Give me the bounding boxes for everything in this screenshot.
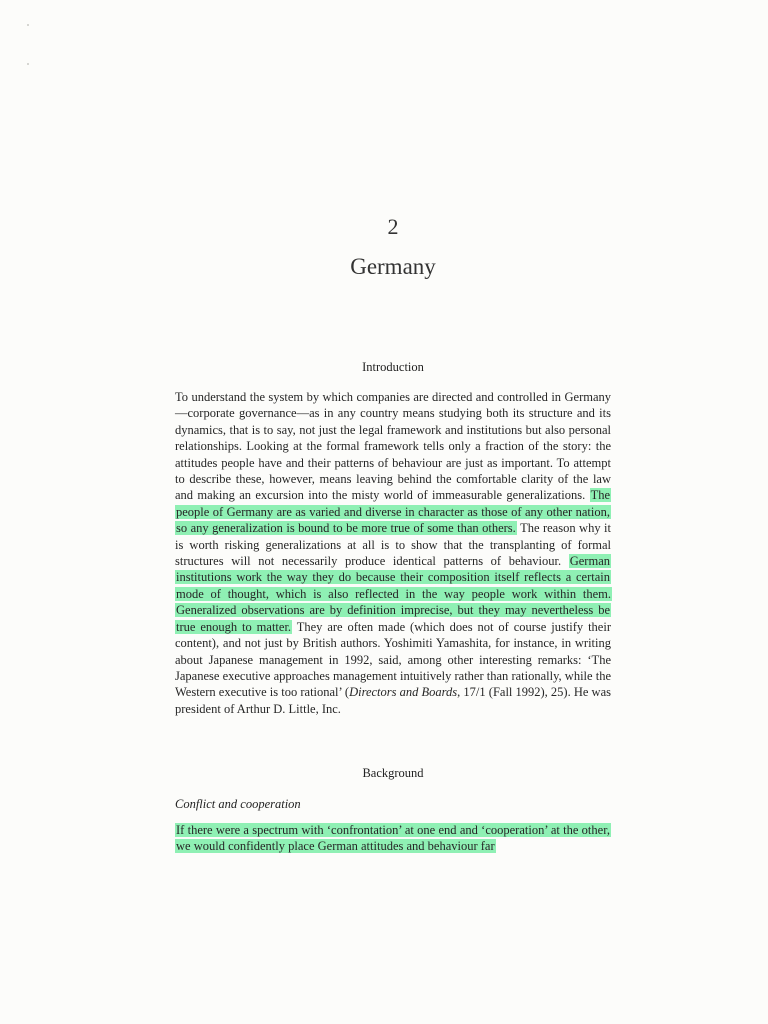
section-heading-background: Background (362, 766, 424, 780)
subheading-conflict-and-cooperation: Conflict and cooperation (175, 797, 301, 811)
chapter-number: 2 (387, 214, 399, 239)
conflict-paragraph (175, 822, 611, 855)
intro-sentence-3: The reason why it is worth risking generalizations at all is to show that the transplanting of formal structures will not necessarily produce identical patterns of behaviour. (175, 521, 611, 569)
intro-sentence-6: They are often made (which does not of course justify their content), and not just by British authors. Yoshimiti Yamashita, for instance, in writing about Japanese management in 1992, said, among other interesting remarks: ‘The Japanese executive approaches management intuitively rather than rationally, while the Western executive is too rational’ ( (175, 619, 611, 700)
intro-sentence-1: To understand the system by which companies are directed and controlled in Germany—corporate governance—as in any country means studying both its structure and its dynamics, that is to say, not just the legal framework and institutions but also personal relationships. Looking at the formal framework tells only a fraction of the story: the attitudes people have and their patterns of behaviour are just as important. To attempt to describe these, however, means leaving behind the comfortable clarity of the law and making an excursion into the misty world of immeasurable generalizations. (175, 390, 611, 503)
journal-title: Directors and Boards (349, 685, 458, 700)
chapter-title: Germany (350, 254, 436, 279)
scan-speck (27, 63, 29, 65)
highlighted-passage: If there were a spectrum with ‘confrontation’ at one end and ‘cooperation’ at the other, we would confidently place German attitudes and behaviour far (176, 823, 610, 854)
highlighted-passage: The people of Germany are as varied and diverse in character as those of any other nation, so any generalization is bound to be more true of some than others. (176, 488, 610, 536)
scan-speck (27, 24, 29, 26)
section-heading-introduction: Introduction (362, 360, 424, 374)
highlighted-passage: German institutions work the way they do because their composition itself reflects a certain mode of thought, which is also reflected in the way people work within them. (176, 554, 611, 601)
introduction-paragraph (175, 389, 611, 717)
citation-tail: , 17/1 (Fall 1992), 25). He was president of Arthur D. Little, Inc. (175, 685, 611, 716)
highlighted-passage: Generalized observations are by definition imprecise, but they may nevertheless be true enough to matter. (176, 603, 610, 634)
